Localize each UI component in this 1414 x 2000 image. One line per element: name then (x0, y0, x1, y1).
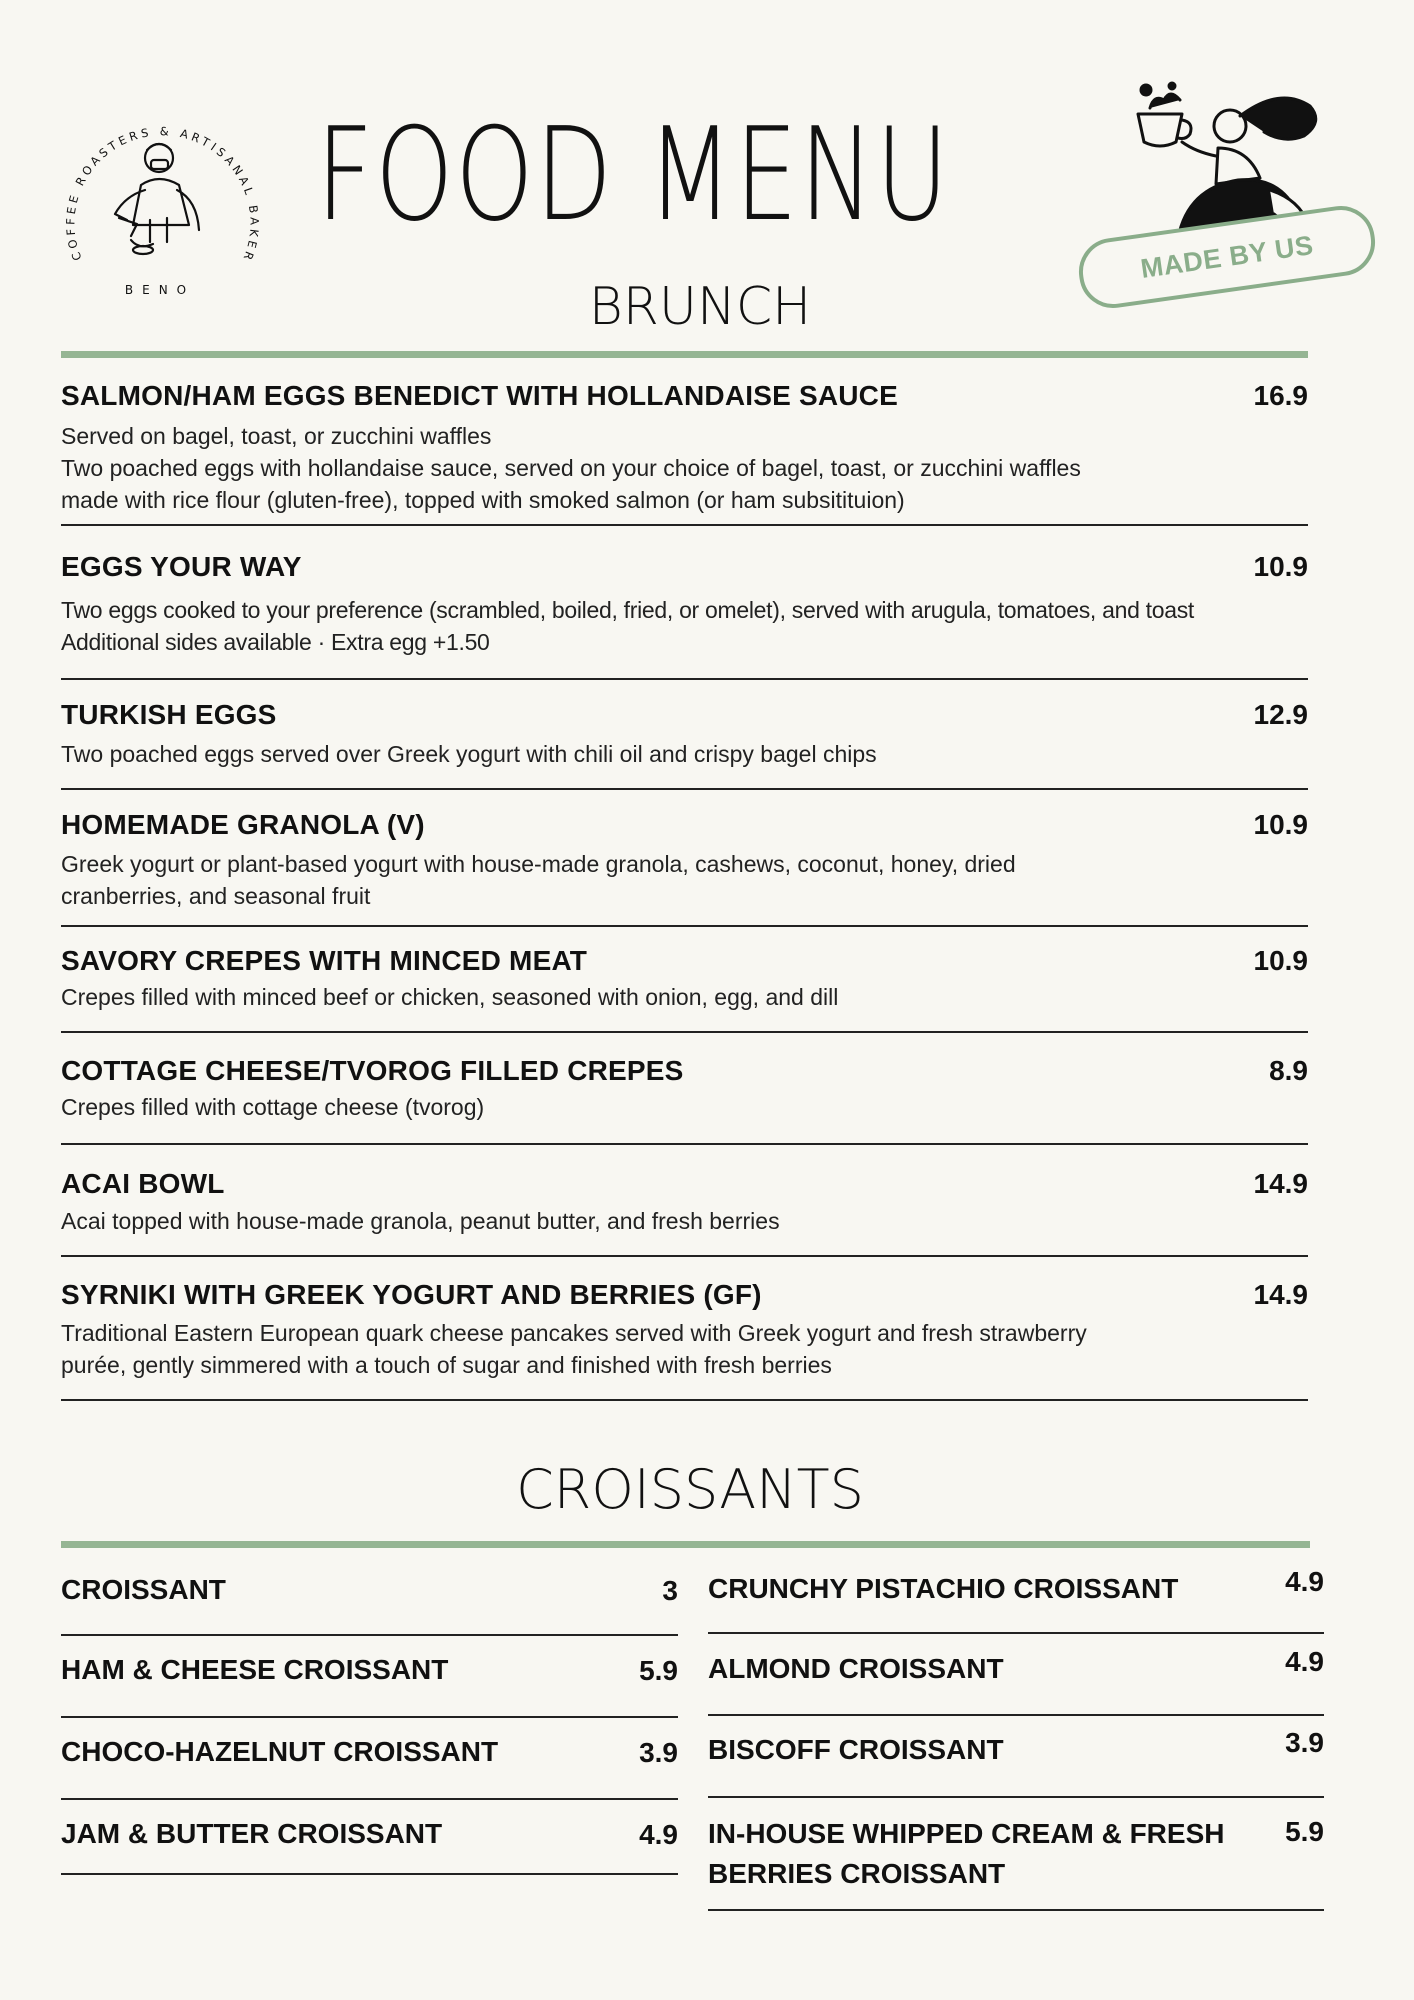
brunch-divider (61, 351, 1308, 358)
menu-item-description: Crepes filled with minced beef or chicken, seasoned with onion, egg, and dill (61, 984, 839, 1010)
menu-item-description: Acai topped with house-made granola, peanut butter, and fresh berries (61, 1208, 780, 1234)
croissant-price: 4.9 (1285, 1646, 1324, 1677)
page-title: FOOD MENU (316, 101, 951, 250)
croissants-heading: CROISSANTS (516, 1458, 864, 1521)
croissant-item (708, 1798, 1324, 1911)
menu-item-price: 10.9 (1253, 945, 1308, 976)
menu-item-description: Two eggs cooked to your preference (scrambled, boiled, fried, or omelet), served with arugula, tomatoes, and toast Additional sides available · Extra egg +1.50 (61, 597, 1195, 655)
croissant-item (708, 1716, 1324, 1798)
brunch-heading: BRUNCH (588, 277, 812, 337)
menu-item (61, 524, 1308, 680)
barista-icon (115, 144, 199, 254)
menu-item-name: HOMEMADE GRANOLA (V) (61, 809, 425, 840)
croissant-name: CROISSANT (61, 1574, 226, 1605)
menu-item (61, 358, 1308, 526)
menu-item-description: Crepes filled with cottage cheese (tvorog) (61, 1094, 485, 1120)
croissant-item (61, 1718, 678, 1800)
menu-item-price: 14.9 (1253, 1168, 1308, 1199)
logo-ring-text: COFFEE ROASTERS & ARTISANAL BAKER (63, 124, 262, 265)
menu-item-price: 10.9 (1253, 551, 1308, 582)
menu-item-name: COTTAGE CHEESE/TVOROG FILLED CREPES (61, 1055, 684, 1086)
menu-item-name: SYRNIKI WITH GREEK YOGURT AND BERRIES (GF) (61, 1279, 762, 1310)
croissant-name: BISCOFF CROISSANT (708, 1734, 1004, 1765)
menu-item (61, 1031, 1308, 1145)
menu-item-name: SALMON/HAM EGGS BENEDICT WITH HOLLANDAISE SAUCE (61, 380, 898, 411)
croissant-item (708, 1634, 1324, 1716)
croissant-item (708, 1548, 1324, 1634)
croissant-price: 4.9 (1285, 1566, 1324, 1597)
croissant-name: ALMOND CROISSANT (708, 1653, 1004, 1684)
menu-item (61, 1255, 1308, 1401)
croissant-name: HAM & CHEESE CROISSANT (61, 1654, 449, 1685)
menu-item-description: Traditional Eastern European quark cheese pancakes served with Greek yogurt and fresh strawberry purée, gently simmered with a touch of sugar and finished with fresh berries (61, 1320, 1087, 1378)
menu-item (61, 788, 1308, 927)
menu-item-name: SAVORY CREPES WITH MINCED MEAT (61, 945, 588, 976)
menu-item-description: Served on bagel, toast, or zucchini waffles Two poached eggs with hollandaise sauce, served on your choice of bagel, toast, or zucchini waffles made with rice flour (gluten-free), topped with smoked salmon (or ham subsitituion) (61, 423, 1081, 513)
croissant-price: 3 (662, 1575, 678, 1606)
croissant-name: CRUNCHY PISTACHIO CROISSANT (708, 1573, 1179, 1604)
svg-text:COFFEE ROASTERS & ARTISANAL BA (55, 90, 262, 265)
menu-item-price: 14.9 (1253, 1279, 1308, 1310)
croissant-price: 5.9 (1285, 1816, 1324, 1847)
menu-item (61, 925, 1308, 1033)
croissant-price: 5.9 (639, 1655, 678, 1686)
menu-item-price: 10.9 (1253, 809, 1308, 840)
croissant-name: IN-HOUSE WHIPPED CREAM & FRESH BERRIES CROISSANT (708, 1818, 1225, 1889)
croissant-item (61, 1636, 678, 1718)
menu-item (61, 1143, 1308, 1257)
menu-item-price: 12.9 (1253, 699, 1308, 730)
croissant-price: 3.9 (1285, 1727, 1324, 1758)
croissant-name: CHOCO-HAZELNUT CROISSANT (61, 1736, 499, 1767)
logo-brand: BENO (124, 283, 196, 297)
croissant-item (61, 1548, 678, 1636)
menu-item-price: 8.9 (1269, 1055, 1308, 1086)
menu-item-name: ACAI BOWL (61, 1168, 225, 1199)
menu-item-description: Greek yogurt or plant-based yogurt with house-made granola, cashews, coconut, honey, dried cranberries, and seasonal fruit (61, 851, 1016, 909)
menu-item-price: 16.9 (1253, 380, 1308, 411)
croissant-price: 4.9 (639, 1819, 678, 1850)
croissant-price: 3.9 (639, 1737, 678, 1768)
made-by-us-stamp: MADE BY US (1075, 202, 1380, 313)
croissants-divider (61, 1541, 1310, 1548)
croissant-item (61, 1800, 678, 1875)
croissant-name: JAM & BUTTER CROISSANT (61, 1818, 443, 1849)
menu-item-name: TURKISH EGGS (61, 699, 277, 730)
menu-item-description: Two poached eggs served over Greek yogurt with chili oil and crispy bagel chips (61, 741, 877, 767)
menu-item-name: EGGS YOUR WAY (61, 551, 302, 582)
menu-item (61, 678, 1308, 790)
